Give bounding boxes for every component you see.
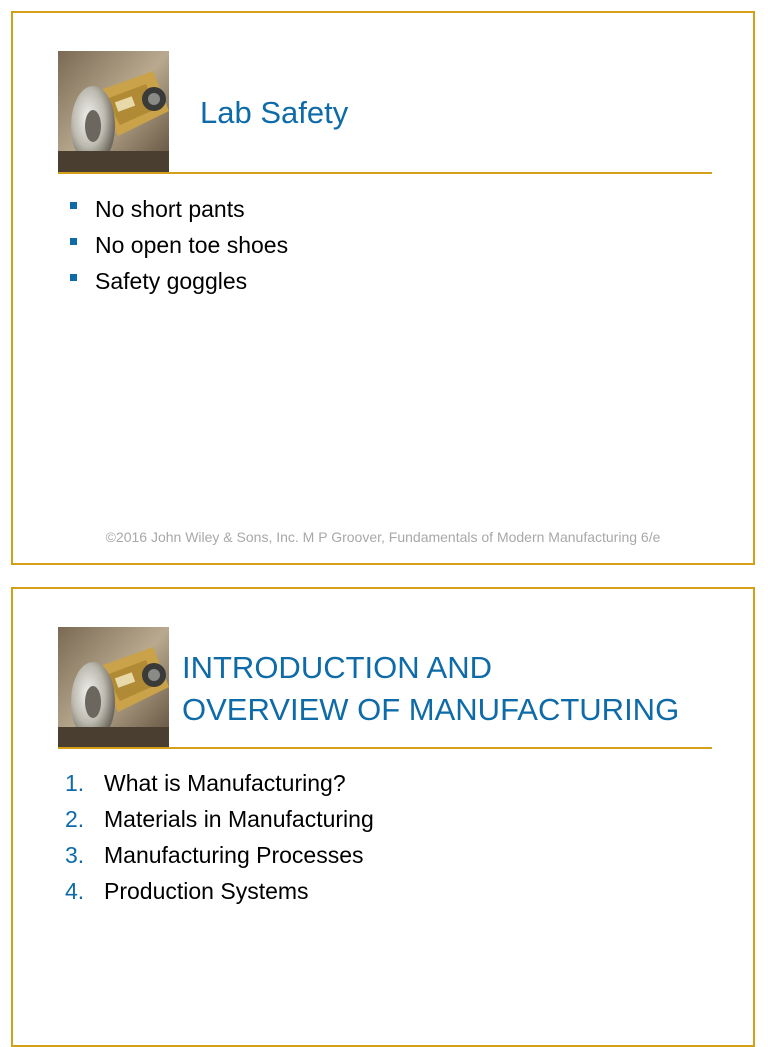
square-bullet-icon: [70, 202, 77, 209]
item-number: 1.: [65, 770, 85, 796]
slide-title: Lab Safety: [200, 95, 349, 130]
list-item: [65, 765, 374, 801]
milling-cutter-image: [58, 51, 169, 173]
bullet-text: No open toe shoes: [95, 232, 289, 258]
list-item: [68, 263, 288, 299]
item-text: Manufacturing Processes: [104, 842, 364, 868]
list-item: [68, 227, 288, 263]
bullet-list: [68, 191, 288, 299]
list-item: [68, 191, 288, 227]
item-text: Materials in Manufacturing: [104, 806, 374, 832]
numbered-list: [65, 765, 374, 909]
list-item: [65, 801, 374, 837]
title-divider: [58, 747, 712, 749]
title-line-2: OVERVIEW OF MANUFACTURING: [182, 692, 680, 727]
item-number: 2.: [65, 806, 85, 832]
square-bullet-icon: [70, 238, 77, 245]
bullet-text: Safety goggles: [95, 268, 248, 294]
title-divider: [58, 172, 712, 174]
bullet-text: No short pants: [95, 196, 245, 222]
item-text: What is Manufacturing?: [104, 770, 346, 796]
item-text: Production Systems: [104, 878, 309, 904]
slide-title: [182, 647, 679, 731]
slide-lab-safety: [11, 11, 755, 565]
square-bullet-icon: [70, 274, 77, 281]
item-number: 4.: [65, 878, 85, 904]
title-line-1: INTRODUCTION AND: [182, 650, 492, 685]
list-item: [65, 873, 374, 909]
copyright-footer: ©2016 John Wiley & Sons, Inc. M P Groover, Fundamentals of Modern Manufacturing 6/e: [105, 529, 661, 545]
slide-introduction: [11, 587, 755, 1047]
milling-cutter-image: [58, 627, 169, 749]
item-number: 3.: [65, 842, 85, 868]
list-item: [65, 837, 374, 873]
